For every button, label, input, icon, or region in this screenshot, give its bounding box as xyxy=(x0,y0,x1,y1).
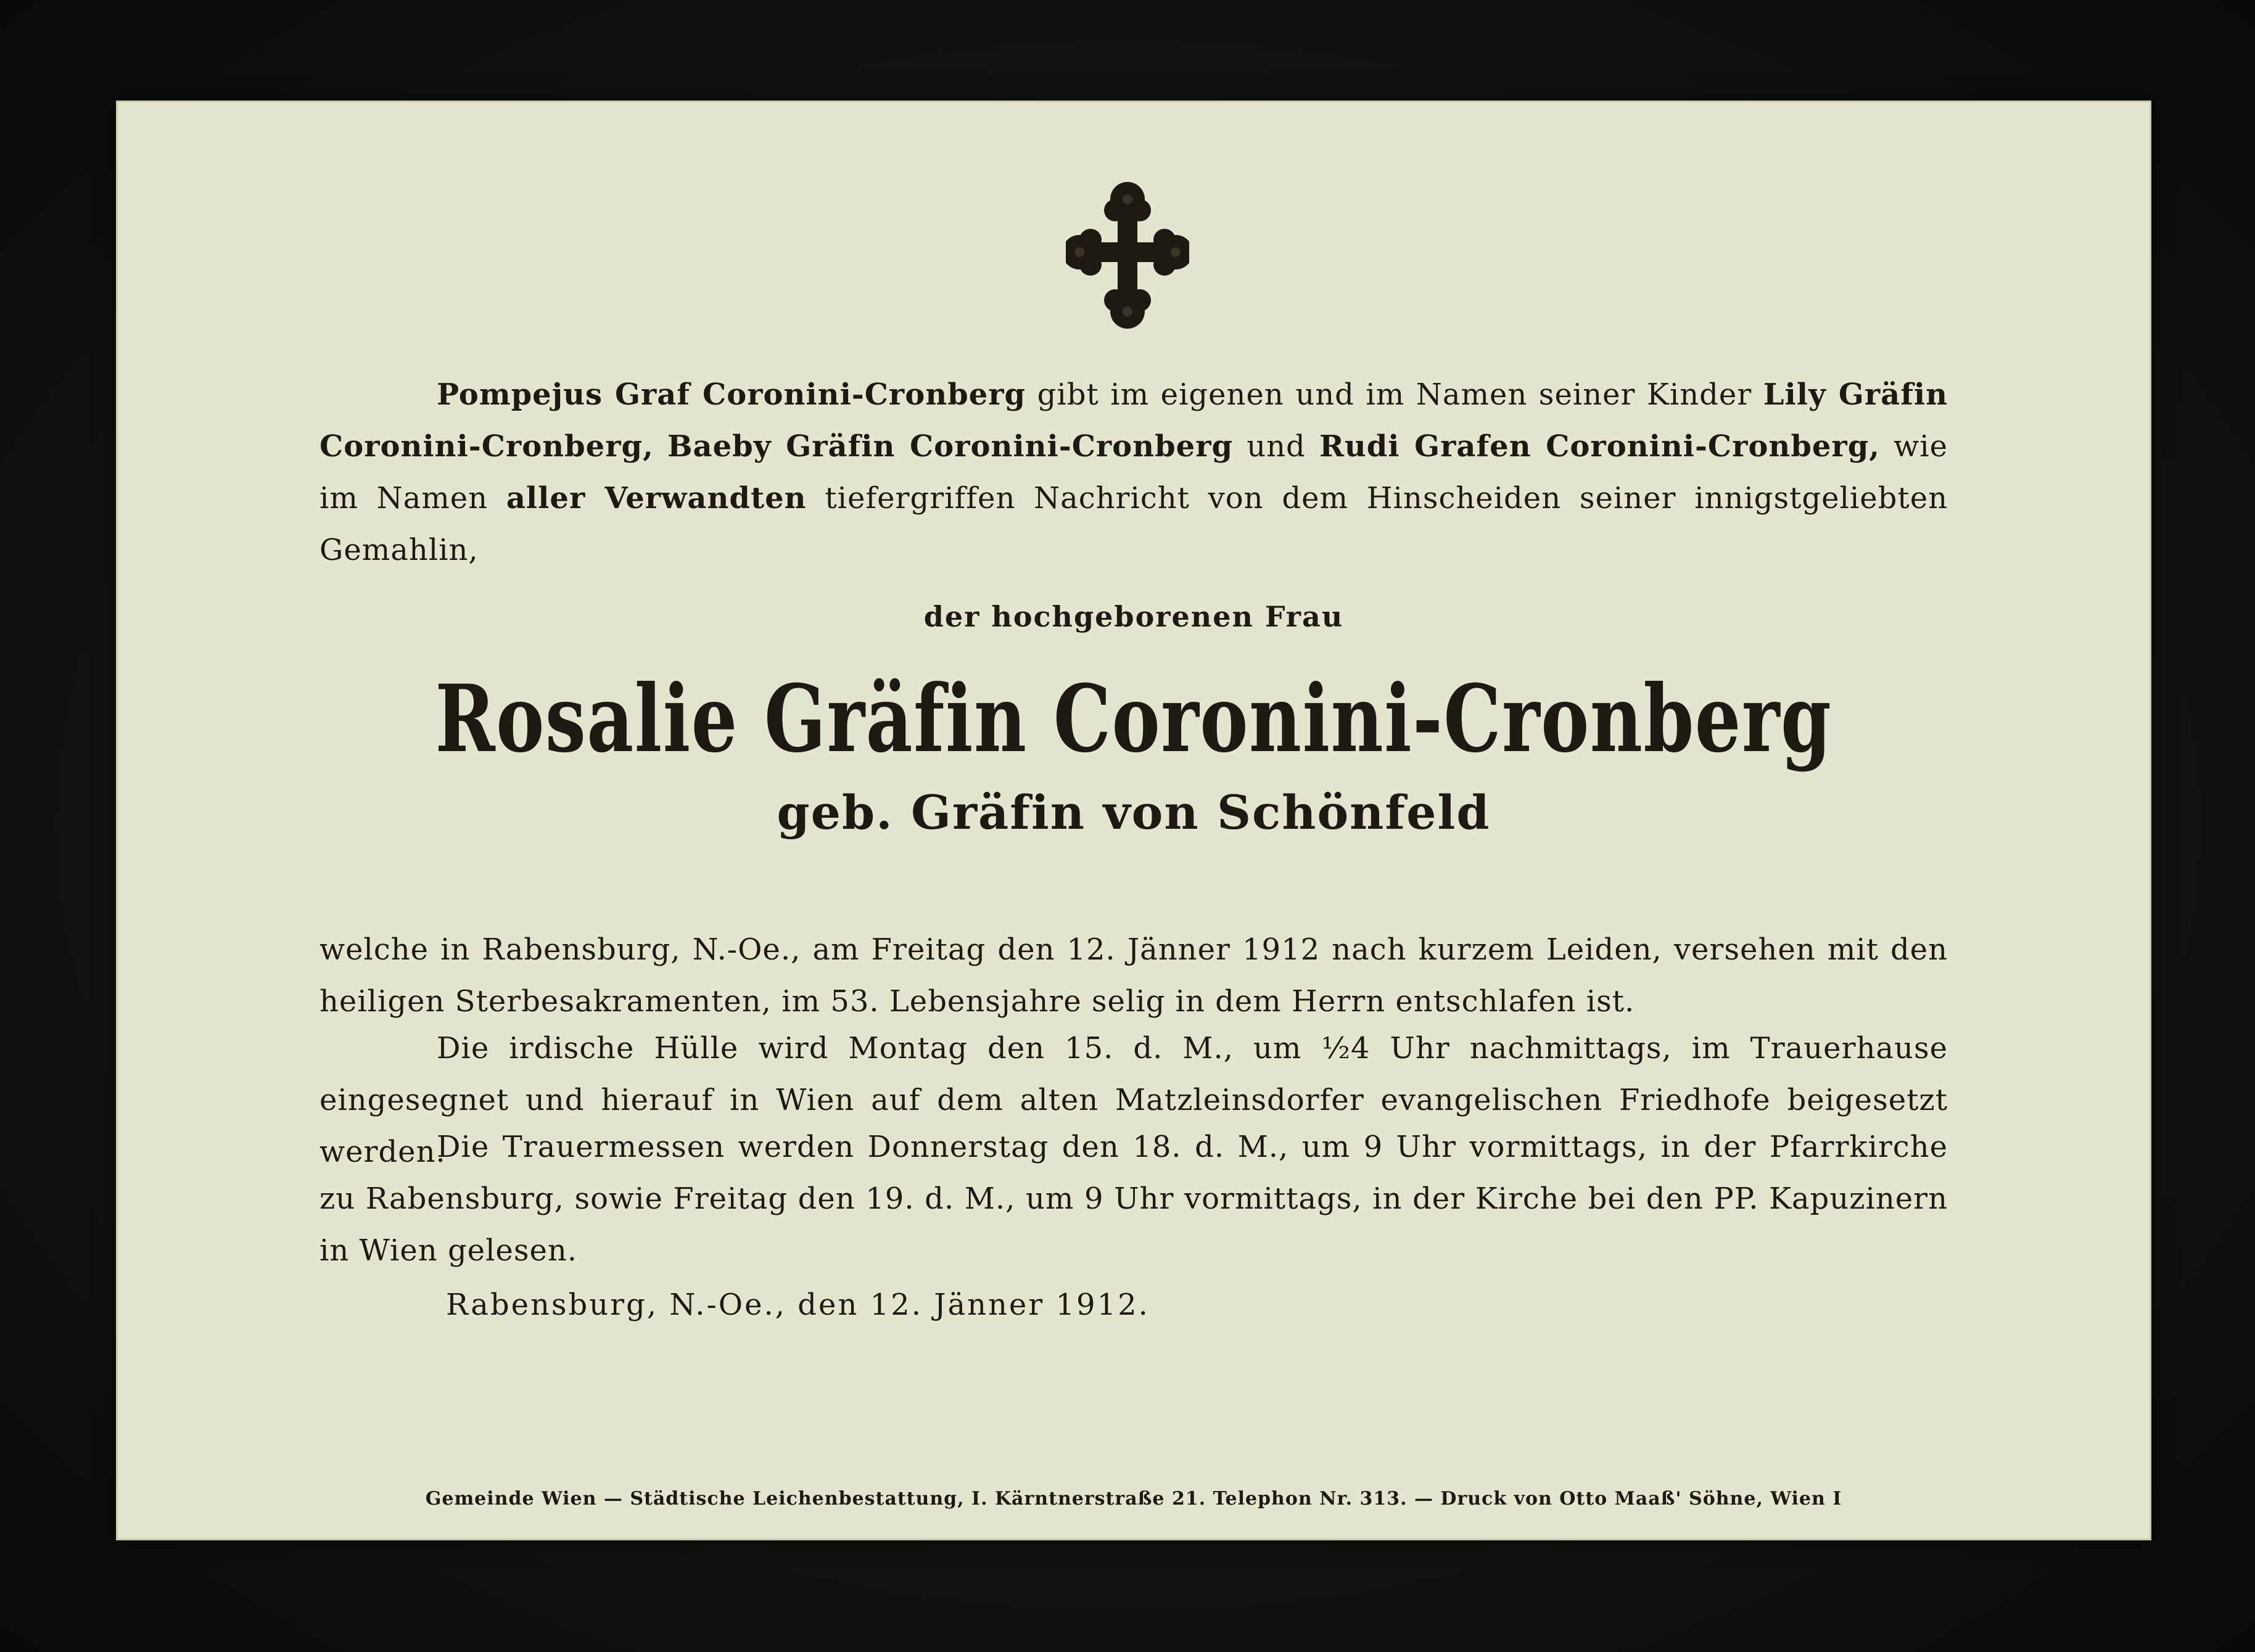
masses-paragraph: Die Trauermessen werden Donnerstag den 18. d. M., um 9 Uhr vormittags, in der Pfarrkirche zu Rabensburg, sowie Freitag den 19. d. M., um 9 Uhr vormittags, in der Kirche bei den PP. Kapuzinern in Wien gelesen. xyxy=(319,1130,1948,1268)
child-name-rudi: Rudi Grafen Coronini-Cronberg, xyxy=(1319,429,1880,464)
honorific-intro: der hochgeborenen Frau xyxy=(923,600,1344,633)
deceased-name: Rosalie Gräfin Coronini-Cronberg xyxy=(435,665,1832,773)
obituary-card xyxy=(116,101,2151,1540)
burial-paragraph: Die irdische Hülle wird Montag den 15. d. M., um ½4 Uhr nachmittags, im Trauerhause eingesegnet und hierauf in Wien auf dem alten Matzleinsdorfer evangelischen Friedhofe beigesetzt werden. xyxy=(319,1031,1948,1169)
trefoil-cross-icon xyxy=(1066,181,1189,329)
announcement-text-3: und xyxy=(1233,429,1319,464)
relatives: aller Verwandten xyxy=(506,481,807,516)
widower-name: Pompejus Graf Coronini-Cronberg xyxy=(437,377,1026,412)
announcement-text-1: gibt im eigenen und im Namen seiner Kinder xyxy=(1026,377,1763,412)
death-details-paragraph: welche in Rabensburg, N.-Oe., am Freitag den 12. Jänner 1912 nach kurzem Leiden, versehen mit den heiligen Sterbesakramenten, im 53. Lebensjahre selig in dem Herrn entschlafen ist. xyxy=(319,932,1948,1019)
announcement-paragraph xyxy=(319,369,1948,576)
announcement-text-2 xyxy=(654,429,667,464)
dateline: Rabensburg, N.-Oe., den 12. Jänner 1912. xyxy=(446,1288,1150,1322)
printer-footer: Gemeinde Wien — Städtische Leichenbestattung, I. Kärntnerstraße 21. Telephon Nr. 313. — Druck von Otto Maaß' Söhne, Wien I xyxy=(425,1488,1842,1510)
announcement-text-4: wie im Namen xyxy=(319,429,1948,516)
child-name-baeby: Baeby Gräfin Coronini-Cronberg xyxy=(667,429,1234,464)
announcement-text-5: tiefergriffen Nachricht von dem Hinscheiden seiner innigstgeliebten Gemahlin, xyxy=(319,481,1948,567)
child-name-lily: Lily Gräfin Coronini-Cronberg, xyxy=(319,377,1948,464)
birth-name: geb. Gräfin von Schönfeld xyxy=(777,785,1491,840)
